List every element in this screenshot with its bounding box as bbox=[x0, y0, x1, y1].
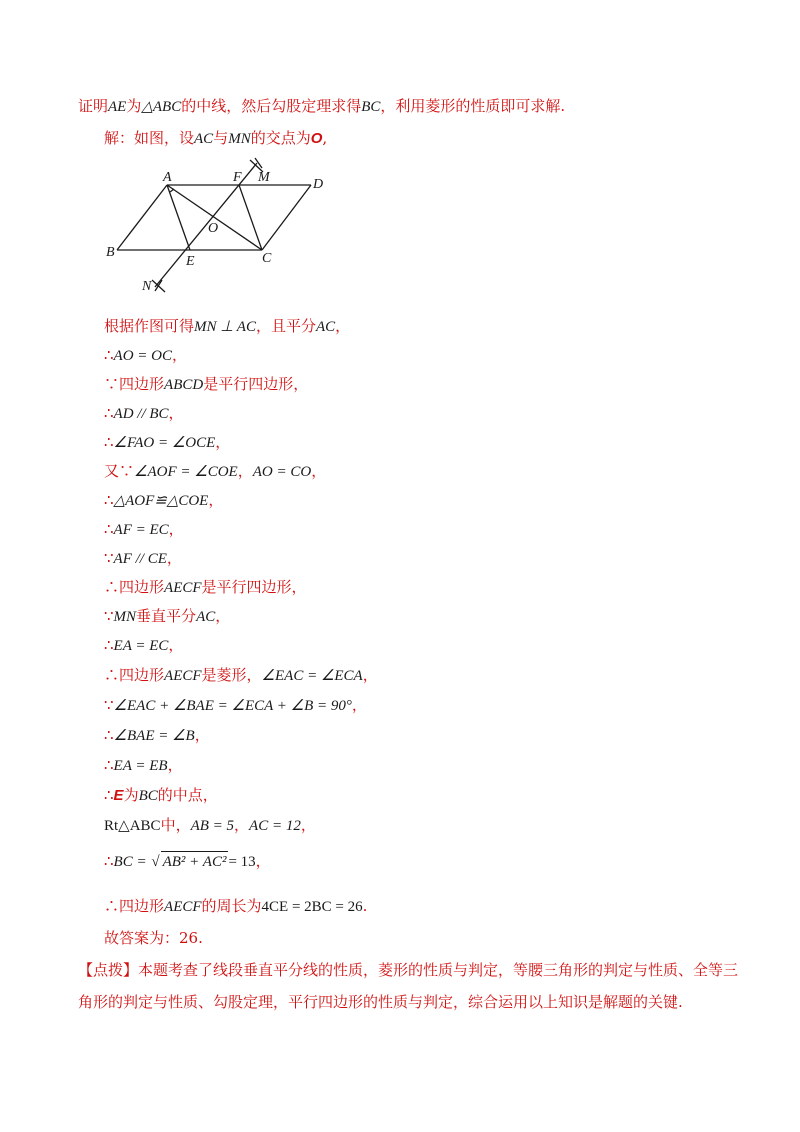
proof-line bbox=[104, 316, 350, 337]
answer-text: 故答案为：26. bbox=[104, 929, 203, 947]
math: EA = EC bbox=[113, 638, 169, 654]
solution-start-line bbox=[104, 128, 327, 149]
therefore-symbol: ∴ bbox=[104, 786, 114, 804]
text: ， bbox=[335, 317, 351, 335]
therefore-symbol: ∴ bbox=[104, 852, 114, 870]
text: ， bbox=[172, 346, 188, 364]
math: △AOF≌△COE bbox=[113, 493, 209, 509]
because-symbol: ∵ bbox=[104, 696, 114, 714]
therefore-symbol: ∴ bbox=[104, 404, 114, 422]
text: ， bbox=[351, 696, 367, 714]
text: 中， bbox=[160, 816, 191, 834]
text: ， bbox=[167, 756, 183, 774]
text: ，且平分 bbox=[255, 317, 316, 335]
label-f: F bbox=[233, 170, 242, 185]
proof-line bbox=[104, 374, 308, 395]
answer-line bbox=[104, 928, 203, 948]
proof-line bbox=[104, 815, 316, 836]
math: MN ⊥ AC bbox=[194, 319, 256, 335]
segment-fc bbox=[239, 185, 262, 250]
text: ， bbox=[215, 433, 231, 451]
proof-line bbox=[104, 577, 307, 598]
text: , bbox=[322, 129, 328, 147]
math: AECF bbox=[164, 580, 202, 596]
text: 的中线，然后勾股定理求得 bbox=[181, 97, 362, 115]
math: MN bbox=[113, 609, 137, 625]
proof-line bbox=[104, 490, 223, 511]
text: 解：如图，设 bbox=[104, 129, 195, 147]
label-n: N bbox=[142, 279, 152, 294]
text: 与 bbox=[213, 129, 229, 147]
text: 垂直平分 bbox=[136, 607, 197, 625]
text: 四边形 bbox=[119, 375, 165, 393]
label-e: E bbox=[186, 254, 195, 269]
text: ， bbox=[311, 462, 327, 480]
text: ， bbox=[168, 636, 184, 654]
text: 是平行四边形， bbox=[203, 375, 309, 393]
text: ， bbox=[168, 520, 184, 538]
proof-line bbox=[104, 432, 230, 453]
math: AC bbox=[196, 609, 216, 625]
text: 四边形 bbox=[119, 666, 165, 684]
therefore-symbol: ∴ bbox=[104, 756, 114, 774]
text: ， bbox=[362, 666, 378, 684]
math: EA = EB bbox=[113, 758, 168, 774]
therefore-symbol: ∴ bbox=[104, 897, 120, 915]
text: 是菱形， bbox=[201, 666, 262, 684]
arc-mark-m2 bbox=[255, 158, 262, 168]
therefore-symbol: ∴ bbox=[104, 636, 114, 654]
math: △ABC bbox=[141, 99, 182, 115]
math-radicand: AB² + AC² bbox=[161, 851, 229, 872]
therefore-symbol: ∴ bbox=[104, 578, 120, 596]
math: ∠EAC + ∠BAE = ∠ECA + ∠B = 90° bbox=[113, 698, 352, 714]
text: 四边形 bbox=[119, 897, 165, 915]
text: ，利用菱形的性质即可求解. bbox=[380, 97, 566, 115]
text: 的周长为 bbox=[201, 897, 262, 915]
text: 四边形 bbox=[119, 578, 165, 596]
proof-line bbox=[104, 519, 184, 540]
sqrt-sign: √ bbox=[151, 854, 160, 870]
text: 的交点为 bbox=[250, 129, 311, 147]
segment-ac bbox=[167, 185, 262, 250]
proof-line bbox=[104, 606, 230, 627]
proof-line bbox=[104, 695, 367, 716]
math: AD // BC bbox=[113, 406, 169, 422]
math: AC = 12 bbox=[249, 818, 301, 834]
text: ， bbox=[168, 404, 184, 422]
tip-tag: 【点拨】 bbox=[78, 961, 139, 979]
proof-line bbox=[104, 785, 218, 806]
label-a: A bbox=[163, 170, 172, 185]
text: ， bbox=[166, 549, 182, 567]
text: 是平行四边形， bbox=[201, 578, 307, 596]
text: 为 bbox=[123, 786, 139, 804]
label-d: D bbox=[313, 177, 324, 192]
math: AF = EC bbox=[113, 522, 169, 538]
text: ， bbox=[194, 726, 210, 744]
math: AC bbox=[316, 319, 336, 335]
math: BC = bbox=[113, 854, 147, 870]
proof-line bbox=[104, 635, 183, 656]
text: E bbox=[113, 787, 124, 804]
math: BC bbox=[138, 788, 158, 804]
label-b: B bbox=[106, 245, 115, 260]
math: Rt△ABC bbox=[104, 818, 161, 834]
text: 的中点， bbox=[157, 786, 218, 804]
angle-mark-a bbox=[170, 189, 174, 192]
therefore-symbol: ∴ bbox=[104, 346, 114, 364]
label-o: O bbox=[208, 221, 219, 236]
therefore-symbol: ∴ bbox=[104, 666, 120, 684]
math: BC bbox=[361, 99, 381, 115]
math: ∠EAC = ∠ECA bbox=[261, 668, 363, 684]
intro-line bbox=[78, 96, 565, 117]
math: MN bbox=[228, 131, 251, 147]
geometry-figure bbox=[100, 150, 340, 300]
math: ∠FAO = ∠OCE bbox=[113, 435, 216, 451]
therefore-symbol: ∴ bbox=[104, 726, 114, 744]
math: AC bbox=[194, 131, 214, 147]
segment-ae bbox=[167, 185, 190, 250]
math: AECF bbox=[164, 668, 202, 684]
therefore-symbol: ∴ bbox=[104, 491, 114, 509]
proof-line bbox=[104, 403, 184, 424]
proof-line bbox=[104, 461, 326, 482]
tip-text: 本题考查了线段垂直平分线的性质，菱形的性质与判定，等腰三角形的判定与性质、全等三 bbox=[138, 961, 739, 979]
text: 又∵ bbox=[104, 462, 135, 480]
math: ∠BAE = ∠B bbox=[113, 728, 195, 744]
math: AO = OC bbox=[113, 348, 173, 364]
tip-line bbox=[78, 992, 683, 1012]
label-c: C bbox=[262, 251, 272, 266]
math: 4CE = 2BC = 26 bbox=[261, 899, 363, 915]
text: . bbox=[362, 897, 368, 915]
proof-line bbox=[104, 345, 187, 366]
text: 根据作图可得 bbox=[104, 317, 195, 335]
math: ABCD bbox=[164, 377, 204, 393]
math: AO = CO bbox=[252, 464, 312, 480]
tip-line bbox=[78, 960, 738, 980]
label-m: M bbox=[258, 170, 270, 185]
because-symbol: ∵ bbox=[104, 607, 114, 625]
proof-line bbox=[104, 548, 182, 569]
math: AE bbox=[108, 99, 127, 115]
text: 证明 bbox=[78, 97, 109, 115]
math: AECF bbox=[164, 899, 202, 915]
segment-dc bbox=[262, 185, 311, 250]
proof-line bbox=[104, 851, 271, 872]
therefore-symbol: ∴ bbox=[104, 433, 114, 451]
because-symbol: ∵ bbox=[104, 375, 120, 393]
because-symbol: ∵ bbox=[104, 549, 114, 567]
math: ∠AOF = ∠COE bbox=[134, 464, 238, 480]
text: ， bbox=[300, 816, 316, 834]
text: ， bbox=[237, 462, 253, 480]
proof-line bbox=[104, 896, 367, 917]
text: ， bbox=[234, 816, 250, 834]
proof-line bbox=[104, 665, 378, 686]
math: AF // CE bbox=[113, 551, 167, 567]
segment-ab bbox=[117, 185, 167, 250]
proof-line bbox=[104, 755, 183, 776]
text: ， bbox=[215, 607, 231, 625]
therefore-symbol: ∴ bbox=[104, 520, 114, 538]
text: ， bbox=[208, 491, 224, 509]
math: AB = 5 bbox=[190, 818, 235, 834]
math: = 13 bbox=[228, 854, 256, 870]
text: 为 bbox=[126, 97, 142, 115]
proof-line bbox=[104, 725, 210, 746]
text: O bbox=[310, 130, 323, 147]
text: ， bbox=[255, 852, 271, 870]
tip-text: 角形的判定与性质、勾股定理，平行四边形的性质与判定，综合运用以上知识是解题的关键. bbox=[78, 993, 683, 1011]
